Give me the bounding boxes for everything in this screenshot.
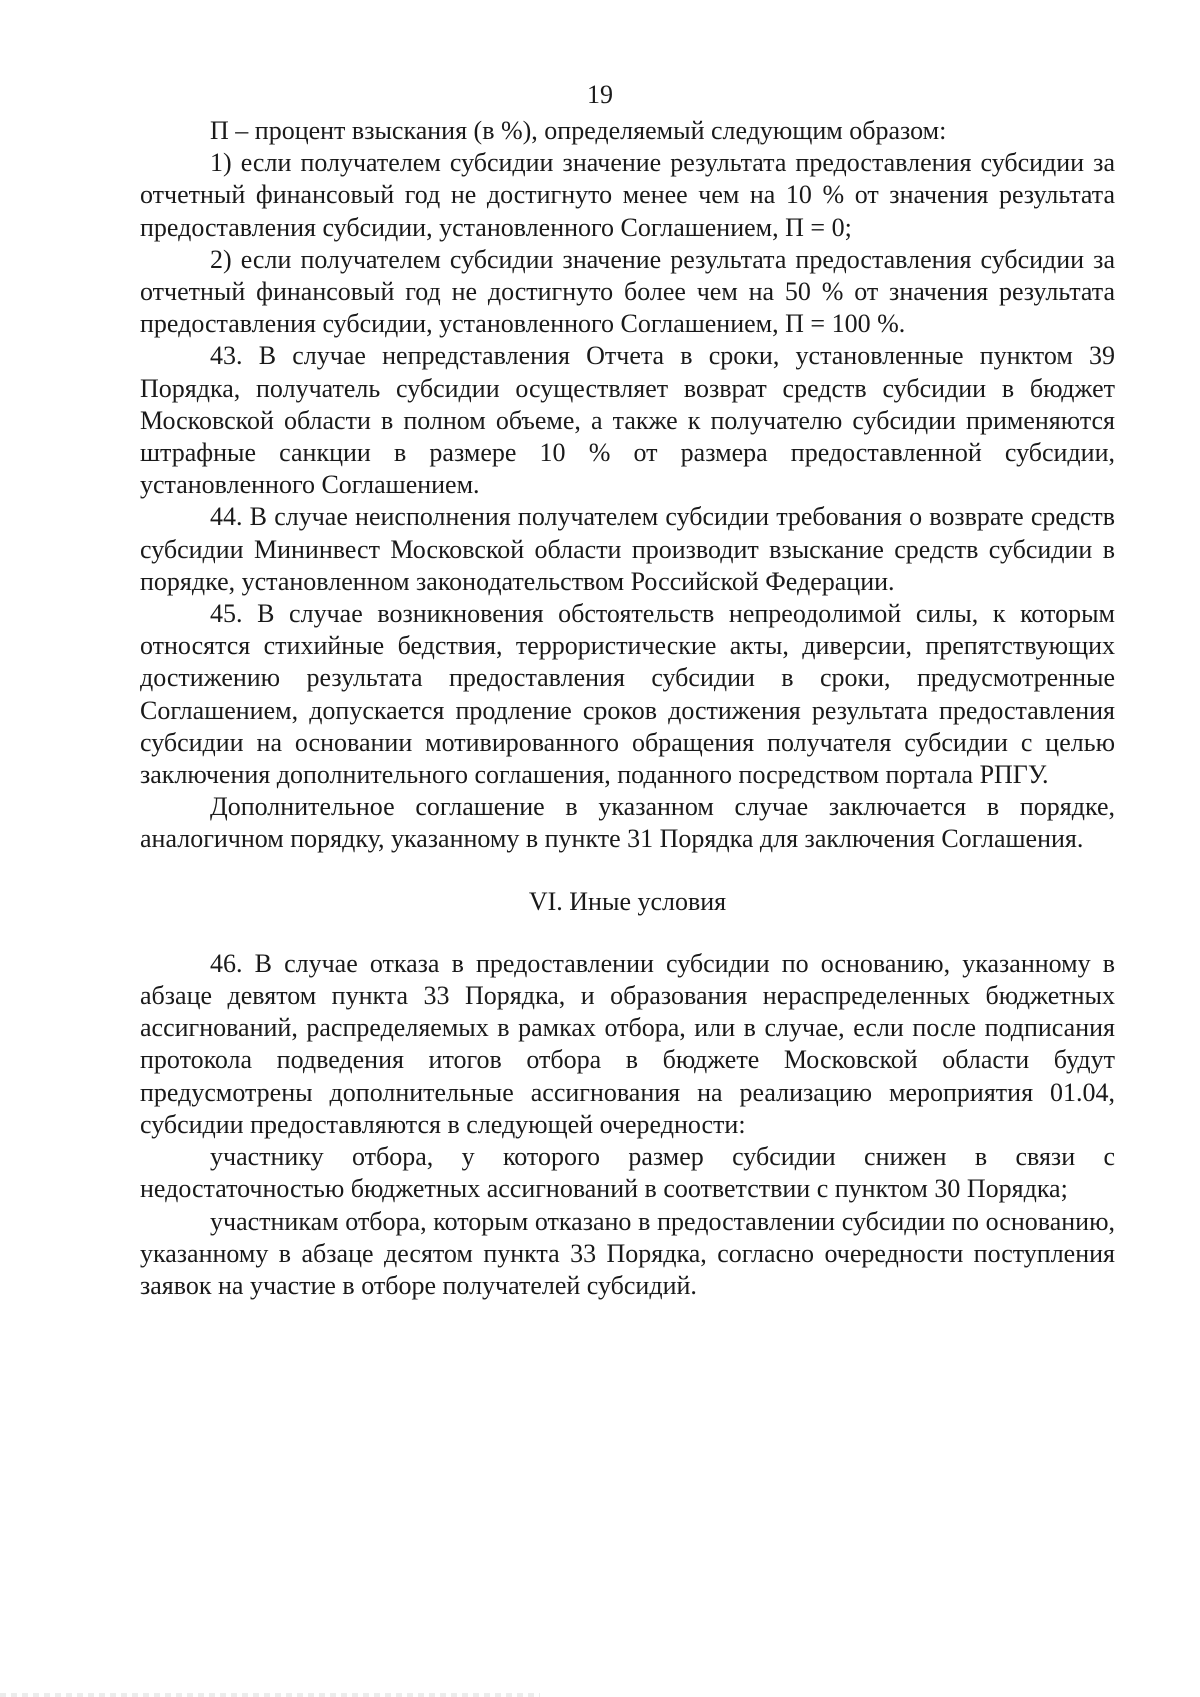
paragraph-item-46: 46. В случае отказа в предоставлении субсидии по основанию, указанному в абзаце девятом пункта 33 Порядка, и образования нераспределенных бюджетных ассигнований, распределяемых в рамках отбора, или в случае, если после подписания протокола подведения итогов отбора в бюджете Московской области будут предусмотрены дополнительные ассигнования на реализацию мероприятия 01.04, субсидии предоставляются в следующей очередности: (140, 948, 1115, 1139)
paragraph-item-45: 45. В случае возникновения обстоятельств непреодолимой силы, к которым относятся стихийные бедствия, террористические акты, диверсии, препятствующих достижению результата предоставления субсидии в сроки, предусмотренные Соглашением, допускается продление сроков достижения результата предоставления субсидии на основании мотивированного обращения получателя субсидии с целью заключения дополнительного соглашения, поданного посредством портала РПГУ. (140, 599, 1115, 790)
paragraph-percent-definition: П – процент взыскания (в %), определяемый следующим образом: (210, 116, 947, 145)
paragraph-priority-2: участникам отбора, которым отказано в предоставлении субсидии по основанию, указанному в абзаце десятом пункта 33 Порядка, согласно очередности поступления заявок на участие в отборе получателей субсидий. (140, 1206, 1115, 1300)
document-body (140, 115, 1115, 1302)
paragraph-item-43: 43. В случае непредставления Отчета в сроки, установленные пунктом 39 Порядка, получатель субсидии осуществляет возврат средств субсидии в бюджет Московской области в полном объеме, а также к получателю субсидии применяются штрафные санкции в размере 10 % от размера предоставленной субсидии, установленного Соглашением. (140, 341, 1115, 500)
paragraph-priority-1: участнику отбора, у которого размер субсидии снижен в связи с недостаточностью бюджетных ассигнований в соответствии с пунктом 30 Порядка; (140, 1142, 1115, 1204)
page-number: 19 (587, 80, 613, 109)
paragraph-case-1: 1) если получателем субсидии значение результата предоставления субсидии за отчетный финансовый год не достигнуто менее чем на 10 % от значения результата предоставления субсидии, установленного Соглашением, П = 0; (140, 148, 1115, 242)
paragraph-item-44: 44. В случае неисполнения получателем субсидии требования о возврате средств субсидии Мининвест Московской области производит взыскание средств субсидии в порядке, установленном законодательством Российской Федерации. (140, 502, 1115, 596)
paragraph-case-2: 2) если получателем субсидии значение результата предоставления субсидии за отчетный финансовый год не достигнуто более чем на 50 % от значения результата предоставления субсидии, установленного Соглашением, П = 100 %. (140, 244, 1115, 339)
scan-artifact (0, 1693, 540, 1697)
section-heading: VI. Иные условия (528, 886, 727, 916)
paragraph-additional-agreement: Дополнительное соглашение в указанном случае заключается в порядке, аналогичном порядку, указанному в пункте 31 Порядка для заключения Соглашения. (140, 792, 1115, 854)
